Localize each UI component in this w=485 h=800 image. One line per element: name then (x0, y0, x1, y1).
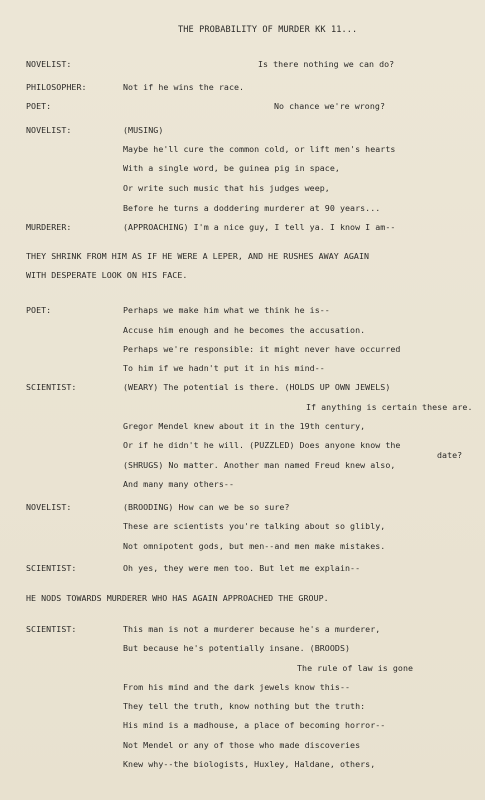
dialogue-line: Perhaps we're responsible: it might never have occurred (123, 344, 401, 354)
speaker-label: MURDERER: (26, 222, 72, 232)
dialogue-line: (SHRUGS) No matter. Another man named Freud knew also, (123, 460, 396, 470)
speaker-label: POET: (26, 305, 52, 315)
dialogue-line: (BROODING) How can we be so sure? (123, 502, 290, 512)
stage-direction: WITH DESPERATE LOOK ON HIS FACE. (26, 270, 188, 280)
dialogue-line: With a single word, be guinea pig in space, (123, 163, 340, 173)
dialogue-line: This man is not a murderer because he's a murderer, (123, 624, 381, 634)
dialogue-line: They tell the truth, know nothing but the truth: (123, 701, 366, 711)
speaker-label: SCIENTIST: (26, 624, 77, 634)
dialogue-line: Not if he wins the race. (123, 82, 245, 92)
speaker-label: PHILOSOPHER: (26, 82, 87, 92)
dialogue-line: Before he turns a doddering murderer at 90 years... (123, 203, 381, 213)
dialogue-line: (APPROACHING) I'm a nice guy, I tell ya. I know I am-- (123, 222, 396, 232)
stage-direction: (MUSING) (123, 125, 164, 135)
speaker-label: NOVELIST: (26, 125, 72, 135)
dialogue-line: To him if we hadn't put it in his mind-- (123, 363, 325, 373)
page-header: THE PROBABILITY OF MURDER KK 11... (178, 25, 358, 35)
dialogue-line: His mind is a madhouse, a place of becoming horror-- (123, 720, 386, 730)
dialogue-line: Accuse him enough and he becomes the accusation. (123, 325, 366, 335)
dialogue-line: From his mind and the dark jewels know this-- (123, 682, 351, 692)
dialogue-line: And many many others-- (123, 479, 234, 489)
speaker-label: SCIENTIST: (26, 563, 77, 573)
dialogue-line: Or write such music that his judges weep, (123, 183, 330, 193)
dialogue-line: These are scientists you're talking about so glibly, (123, 521, 386, 531)
speaker-label: SCIENTIST: (26, 382, 77, 392)
speaker-label: POET: (26, 101, 52, 111)
speaker-label: NOVELIST: (26, 59, 72, 69)
dialogue-line: Is there nothing we can do? (258, 59, 395, 69)
dialogue-line: Oh yes, they were men too. But let me explain-- (123, 563, 361, 573)
dialogue-line: Maybe he'll cure the common cold, or lift men's hearts (123, 144, 396, 154)
dialogue-line: Perhaps we make him what we think he is-- (123, 305, 330, 315)
dialogue-line: Knew why--the biologists, Huxley, Haldane, others, (123, 759, 376, 769)
dialogue-line: Or if he didn't he will. (PUZZLED) Does anyone know the (123, 440, 401, 450)
dialogue-line: No chance we're wrong? (274, 101, 385, 111)
dialogue-line: If anything is certain these are. (306, 402, 473, 412)
stage-direction: HE NODS TOWARDS MURDERER WHO HAS AGAIN APPROACHED THE GROUP. (26, 593, 329, 603)
dialogue-line: But because he's potentially insane. (BROODS) (123, 643, 351, 653)
stage-direction: THEY SHRINK FROM HIM AS IF HE WERE A LEPER, AND HE RUSHES AWAY AGAIN (26, 251, 370, 261)
dialogue-line: Not omnipotent gods, but men--and men make mistakes. (123, 541, 386, 551)
speaker-label: NOVELIST: (26, 502, 72, 512)
dialogue-line: Not Mendel or any of those who made discoveries (123, 740, 361, 750)
dialogue-line: Gregor Mendel knew about it in the 19th century, (123, 421, 366, 431)
dialogue-line: The rule of law is gone (297, 663, 414, 673)
dialogue-line: date? (437, 450, 463, 460)
dialogue-line: (WEARY) The potential is there. (HOLDS UP OWN JEWELS) (123, 382, 391, 392)
